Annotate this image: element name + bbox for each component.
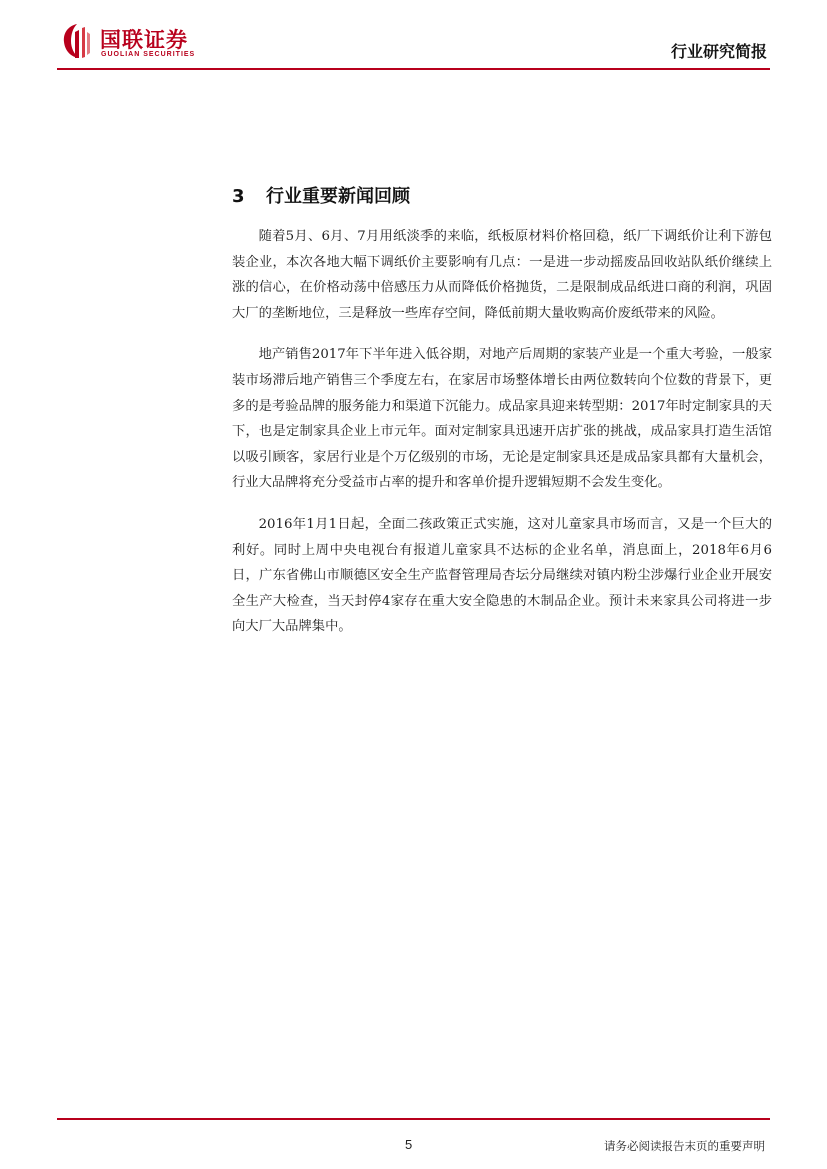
- logo-english-name: GUOLIAN SECURITIES: [101, 51, 196, 58]
- section-title: 行业重要新闻回顾: [266, 186, 410, 207]
- page-header: [0, 0, 827, 70]
- guolian-logo-icon: [62, 22, 92, 60]
- section-number: 3: [232, 186, 245, 207]
- paragraph-real-estate-furniture: 地产销售2017年下半年进入低谷期，对地产后周期的家装产业是一个重大考验，一般家装市场滞后地产销售三个季度左右，在家居市场整体增长由两位数转向个位数的背景下，更多的是考验品牌的服务能力和渠道下沉能力。成品家具迎来转型期：2017年时定制家具的天下，也是定制家具企业上市元年。面对定制家具迅速开店扩张的挑战，成品家具打造生活馆以吸引顾客，家居行业是个万亿级别的市场，无论是定制家具还是成品家具都有大量机会，行业大品牌将充分受益市占率的提升和客单价提升逻辑短期不会发生变化。: [232, 347, 772, 491]
- company-logo: [62, 22, 222, 62]
- page-number: 5: [405, 1137, 413, 1152]
- footer-divider: [57, 1118, 770, 1120]
- section-heading: [232, 182, 410, 208]
- body-text: [232, 224, 772, 656]
- paragraph-paper-prices: 随着5月、6月、7月用纸淡季的来临，纸板原材料价格回稳，纸厂下调纸价让利下游包装企业，本次各地大幅下调纸价主要影响有几点：一是进一步动摇废品回收站队纸价继续上涨的信心，在价格动荡中倍感压力从而降低价格抛货，二是限制成品纸进口商的利润，巩固大厂的垄断地位，三是释放一些库存空间，降低前期大量收购高价废纸带来的风险。: [232, 229, 772, 321]
- header-divider: [57, 68, 770, 70]
- disclaimer-notice: 请务必阅读报告末页的重要声明: [604, 1139, 765, 1153]
- logo-chinese-name: 国联证券: [100, 28, 188, 52]
- paragraph-childrens-furniture: 2016年1月1日起，全面二孩政策正式实施，这对儿童家具市场而言，又是一个巨大的利好。同时上周中央电视台有报道儿童家具不达标的企业名单，消息面上，2018年6月6日，广东省佛山市顺德区安全生产监督管理局杏坛分局继续对镇内粉尘涉爆行业企业开展安全生产大检查，当天封停4家存在重大安全隐患的木制品企业。预计未来家具公司将进一步向大厂大品牌集中。: [232, 516, 772, 635]
- report-type-label: 行业研究简报: [670, 42, 767, 61]
